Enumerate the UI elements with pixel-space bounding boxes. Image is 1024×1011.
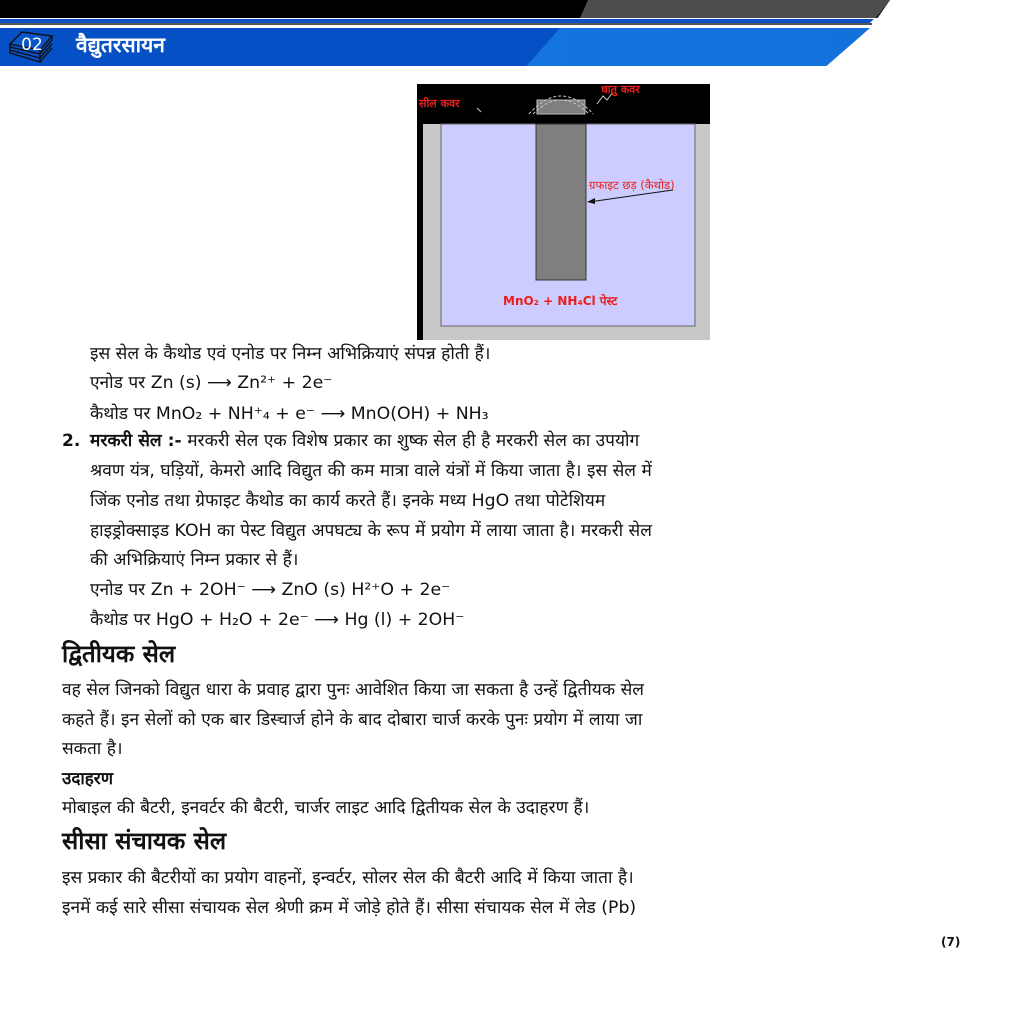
example-text: मोबाइल की बैटरी, इनवर्टर की बैटरी, चार्जर लाइट आदि द्वितीयक सेल के उदाहरण हैं।	[62, 798, 590, 818]
example-heading: उदाहरण	[62, 769, 114, 789]
dry-cell-diagram	[417, 84, 710, 340]
cathode-label: कैथोड पर	[90, 404, 156, 424]
secondary-cell-line-2: कहते हैं। इन सेलों को एक बार डिस्चार्ज होने के बाद दोबारा चार्ज करके पुनः प्रयोग में लाया जा	[62, 710, 643, 730]
anode-equation: Zn (s) ⟶ Zn²⁺ + 2e⁻	[150, 373, 333, 393]
lead-acid-heading: सीसा संचायक सेल	[62, 827, 227, 855]
lead-acid-line-1: इस प्रकार की बैटरीयों का प्रयोग वाहनों, इन्वर्टर, सोलर सेल की बैटरी आदि में किया जाता है।	[62, 868, 634, 888]
mercury-cell-line-2: श्रवण यंत्र, घड़ियों, केमरो आदि विद्युत की कम मात्रा वाले यंत्रों में किया जाता है। इस सेल में	[90, 461, 652, 481]
metal-cap	[537, 100, 585, 114]
anode-reaction-mercury	[90, 577, 450, 603]
secondary-cell-line-1: वह सेल जिनको विद्युत धारा के प्रवाह द्वारा पुनः आवेशित किया जा सकता है उन्हें द्वितीयक सेल	[62, 680, 644, 700]
mercury-cell-line-4: हाइड्रोक्साइड KOH का पेस्ट विद्युत अपघट्य के रूप में प्रयोग में लाया जाता है। मरकरी सेल	[90, 521, 652, 541]
reactions-intro: इस सेल के कैथोड एवं एनोड पर निम्न अभिक्रियाएं संपन्न होती हैं।	[90, 344, 491, 364]
label-metal-cap: धातु कवर	[601, 83, 640, 96]
secondary-cell-line-3: सकता है।	[62, 739, 123, 759]
cathode-equation: MnO₂ + NH⁺₄ + e⁻ ⟶ MnO(OH) + NH₃	[155, 404, 489, 424]
label-graphite-rod: ग्रफाइट छड़ (कैथोड)	[589, 178, 675, 192]
cathode-reaction-dry-cell	[90, 401, 489, 427]
lead-acid-line-2: इनमें कई सारे सीसा संचायक सेल श्रेणी क्रम में जोड़े होते हैं। सीसा संचायक सेल में लेड (Pb)	[62, 898, 637, 918]
chapter-header-banner	[0, 0, 1024, 70]
mercury-cell-line-5: की अभिक्रियाएं निम्न प्रकार से हैं।	[90, 550, 299, 570]
anode-equation: Zn + 2OH⁻ ⟶ ZnO (s) H²⁺O + 2e⁻	[150, 580, 451, 600]
page-number: (7)	[941, 935, 961, 949]
cathode-label: कैथोड पर	[90, 610, 156, 630]
chapter-number: 02	[21, 35, 43, 55]
mercury-cell-title: मरकरी सेल :-	[90, 431, 182, 451]
anode-reaction-dry-cell	[90, 370, 332, 396]
graphite-rod	[536, 124, 586, 280]
anode-label: एनोड पर	[90, 580, 151, 600]
mercury-cell-text: मरकरी सेल एक विशेष प्रकार का शुष्क सेल ही है मरकरी सेल का उपयोग	[181, 431, 640, 451]
chapter-title: वैद्युतरसायन	[76, 33, 165, 57]
outer-edge	[417, 84, 423, 340]
mercury-cell-line-3: जिंक एनोड तथा ग्रेफाइट कैथोड का कार्य करते हैं। इनके मध्य HgO तथा पोटेशियम	[90, 491, 606, 511]
list-number: 2.	[62, 431, 81, 451]
label-paste: MnO₂ + NH₄Cl पेस्ट	[503, 294, 618, 308]
anode-label: एनोड पर	[90, 373, 151, 393]
header-grey-stripe	[0, 23, 872, 25]
cathode-equation: HgO + H₂O + 2e⁻ ⟶ Hg (l) + 2OH⁻	[155, 610, 465, 630]
secondary-cell-heading: द्वितीयक सेल	[62, 640, 176, 668]
mercury-cell-line-1	[90, 428, 639, 454]
cathode-reaction-mercury	[90, 607, 464, 633]
header-top-bar-accent	[580, 0, 890, 18]
label-seal-cover: सील कवर	[419, 97, 460, 110]
